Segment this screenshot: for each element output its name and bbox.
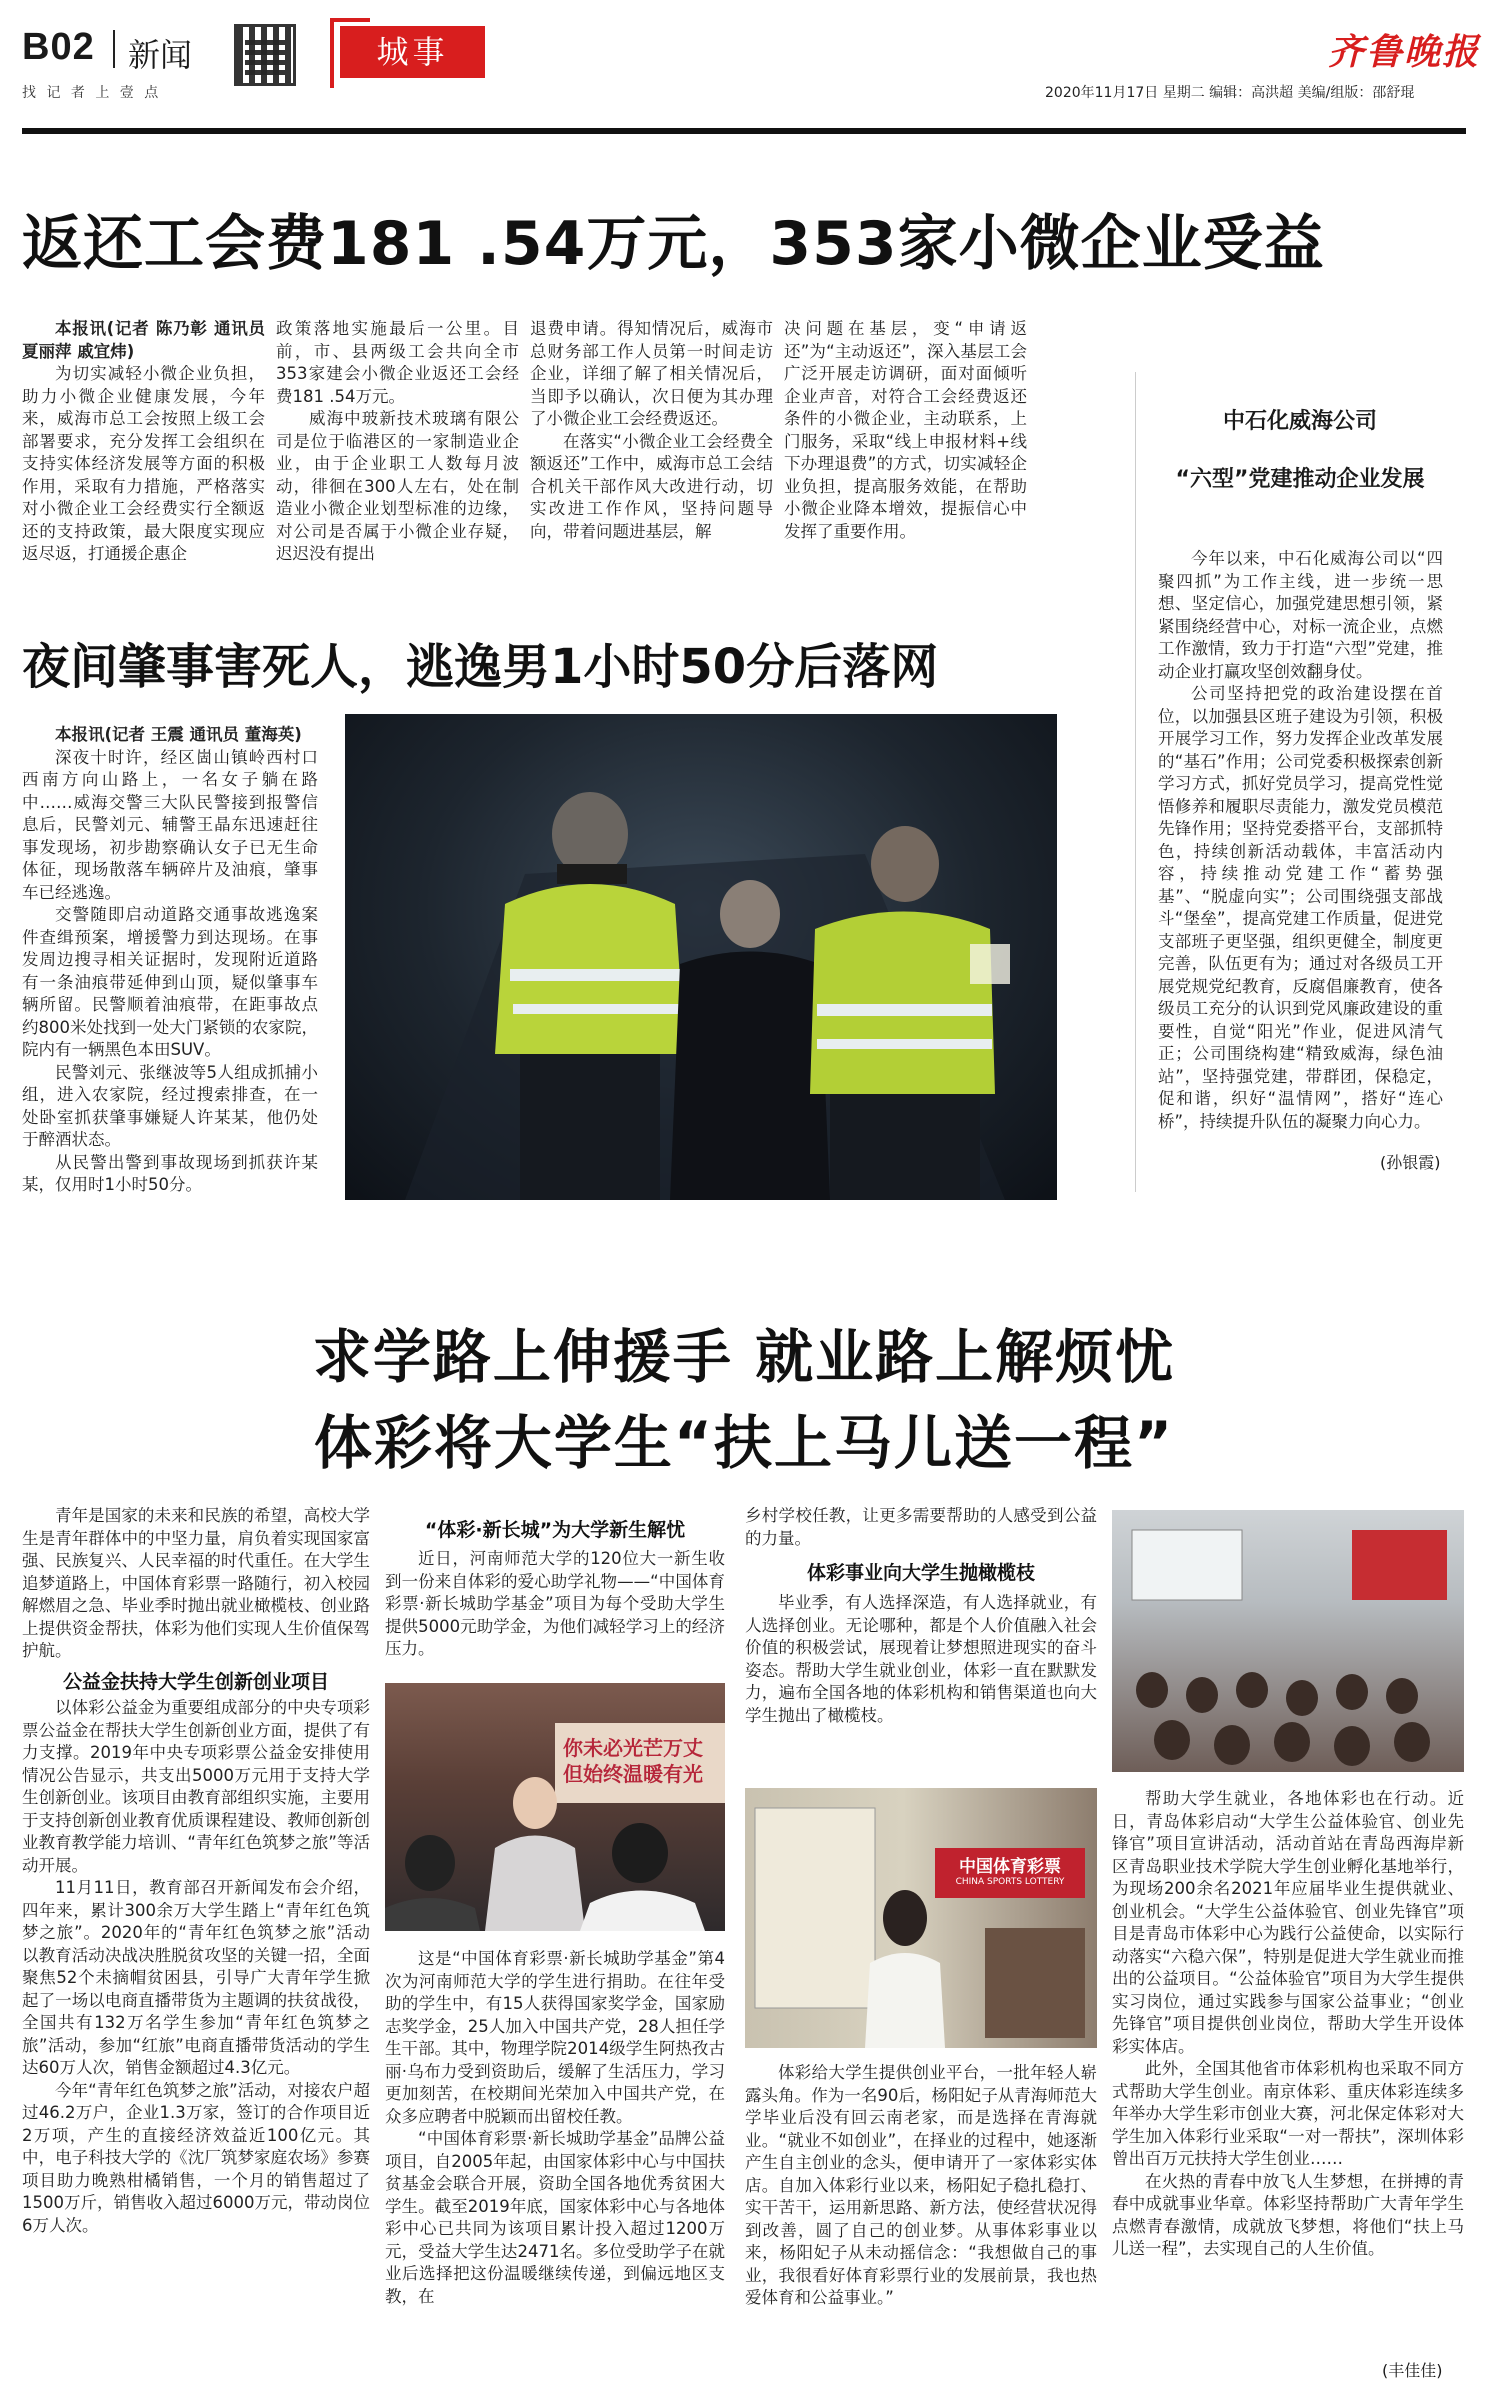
category-bracket (330, 18, 334, 88)
article3-text: 以体彩公益金为重要组成部分的中央专项彩票公益金在帮扶大学生创新创业方面，提供了有力支撑。2019年中央专项彩票公益金安排使用情况公告显示，共支出5000万元用于支持大学生创新创业。该项目由教育部组织实施，主要用于支持创新创业教育优质课程建设、教师创新创业教育教学能力培训、“青年红色筑梦之旅”等活动开展。 (22, 1698, 370, 1875)
article1-text: 威海中玻新技术玻璃有限公司是位于临港区的一家制造业企业，由于企业职工人数每月波动，徘徊在300人左右，处在制造业小微企业划型标准的边缘，对公司是否属于小微企业存疑，迟迟没有提出 (276, 409, 519, 563)
article3-text: 这是“中国体育彩票·新长城助学基金”第4次为河南师范大学的学生进行捐助。在往年受助的学生中，有15人获得国家奖学金，国家励志奖学金，25人加入中国共产党，28人担任学生干部。其中，物理学院2014级学生阿热孜古丽·乌布力受到资助后，缓解了生活压力，学习更加刻苦，在校期间光荣加入中国共产党，在众多应聘者中脱颖而出留校任教。 (385, 1949, 725, 2126)
article2-text: 民警刘元、张继波等5人组成抓捕小组，进入农家院，经过搜索排查，在一处卧室抓获肇事嫌疑人许某某，他仍处于醉酒状态。 (22, 1062, 318, 1149)
article1-text: 政策落地实施最后一公里。目前，市、县两级工会共向全市353家建会小微企业返还工会经费181 .54万元。 (276, 319, 519, 406)
article3-text: 今年“青年红色筑梦之旅”活动，对接农户超过46.2万户，企业1.3万家，签订的合作项目近2万项，产生的直接经济效益近100亿元。其中，电子科技大学的《沈厂筑梦家庭农场》参赛项目助力晚熟柑橘销售，一个月的销售超过了1500万斤，销售收入超过6000万元，带动岗位6万人次。 (22, 2080, 370, 2235)
article1-col2 (276, 318, 519, 588)
article3-text: 乡村学校任教，让更多需要帮助的人感受到公益的力量。 (745, 1506, 1097, 1548)
sidebar-paragraph: 公司坚持把党的政治建设摆在首位，以加强县区班子建设为引领，积极开展学习工作，努力发挥企业改革发展的“基石”作用；公司党委积极探索创新学习方式，抓好党员学习，提高党性觉悟修养和履职尽责能力，激发党员模范先锋作用；坚持党委搭平台，支部抓特色，持续创新活动载体，丰富活动内容，持续推动党建工作“蓄势强基”、“脱虚向实”；公司围绕强支部战斗“堡垒”，提高党建工作质量，促进党支部班子更坚强，组织更健全，制度更完善，队伍更有为；通过对各级员工开展党规党纪教育，反腐倡廉教育，使各级员工充分的认识到党风廉政建设的重要性，自觉“阳光”作业，促进风清气正；公司围绕构建“精致威海，绿色油站”，坚持强党建，带群团，保稳定，促和谐，织好“温情网”，搭好“连心桥”，持续提升队伍的凝聚力向心力。 (1158, 684, 1443, 1131)
article3-col2-bottom (385, 1948, 725, 2378)
donation-crowd-illustration (385, 1683, 725, 1931)
article2-text: 从民警出警到事故现场到抓获许某某，仅用时1小时50分。 (22, 1152, 318, 1194)
header-rule (22, 128, 1466, 134)
arrest-photo (345, 714, 1057, 1200)
photo-banner: 你未必光芒万丈 但始终温暖有光 (555, 1723, 725, 1803)
article3-author: (丰佳佳) (1382, 2361, 1443, 2380)
sidebar-text (1158, 548, 1443, 1138)
sidebar-paragraph: 今年以来，中石化威海公司以“四聚四抓”为工作主线，进一步统一思想、坚定信心，加强党建思想引领，紧紧围绕经营中心，对标一流企业，点燃工作激情，致力于打造“六型”党建，推动企业打赢攻坚创效翻身仗。 (1158, 549, 1443, 681)
article3-headline-1: 求学路上伸援手 就业路上解烦忧 (312, 1323, 1176, 1391)
article3-col3-top (745, 1505, 1097, 1553)
article2-text: 交警随即启动道路交通事故逃逸案件查缉预案，增援警力到达现场。在事发周边搜寻相关证据时，发现附近道路有一条油痕带延伸到山顶，疑似肇事车辆所留。民警顺着油痕带，在距事故点约800米处找到一处大门紧锁的农家院，院内有一辆黑色本田SUV。 (22, 905, 318, 1059)
page-number: B02 (22, 26, 95, 68)
article1-text: 退费申请。得知情况后，威海市总财务部工作人员第一时间走访企业，详细了解了相关情况后，当即予以确认，次日便为其办理了小微企业工会经费返还。 (530, 319, 773, 428)
newspaper-logo: 齐鲁晚报 (1328, 31, 1481, 73)
seminar-illustration (1112, 1510, 1464, 1772)
article3-text: 毕业季，有人选择深造，有人选择就业，有人选择创业。无论哪种，都是个人价值融入社会价值的积极尝试，展现着让梦想照进现实的奋斗姿态。帮助大学生就业创业，体彩一直在默默发力，遍布全国各地的体彩机构和销售渠道也向大学生抛出了橄榄枝。 (745, 1593, 1097, 1725)
lottery-shop-illustration (745, 1788, 1097, 2048)
lottery-sign-text: 中国体育彩票 (959, 1857, 1061, 1877)
article1-col1 (22, 318, 265, 588)
article3-headline-2: 体彩将大学生“扶上马儿送一程” (313, 1409, 1175, 1477)
article3-col2-top (385, 1548, 725, 1668)
article1-col3 (530, 318, 773, 588)
sidebar-subtitle: “六型”党建推动企业发展 (1175, 467, 1425, 492)
lottery-sign-text-en: CHINA SPORTS LOTTERY (955, 1877, 1065, 1887)
article2-text-column (22, 724, 318, 1244)
seminar-photo (1112, 1510, 1464, 1772)
category-tag: 城事 (340, 26, 485, 78)
article3-text: “中国体育彩票·新长城助学基金”品牌公益项目，自2005年起，由国家体彩中心与中国扶贫基金会联合开展，资助全国各地优秀贫困大学生。截至2019年底，国家体彩中心与各地体彩中心已共同为该项目累计投入超过1200万元，受益大学生达2471名。多位受助学子在就业后选择把这份温暖继续传递，到偏远地区支教，在 (385, 2129, 725, 2306)
article3-text: 此外，全国其他省市体彩机构也采取不同方式帮助大学生创业。南京体彩、重庆体彩连续多年举办大学生彩市创业大赛，河北保定体彩对大学生加入体彩行业采取“一对一帮扶”，深圳体彩曾出百万元扶持大学生创业…… (1112, 2059, 1464, 2168)
qr-code-icon (234, 24, 296, 86)
sidebar-title: 中石化威海公司 (1222, 409, 1377, 434)
date-editor-line: 2020年11月17日 星期二 编辑：高洪超 美编/组版：邵舒琨 (1045, 85, 1415, 101)
arrest-photo-illustration (345, 714, 1057, 1200)
article1-text: 为切实减轻小微企业负担，助力小微企业健康发展，今年来，威海市总工会按照上级工会部署要求，充分发挥工会组织在支持实体经济发展等方面的积极作用，采取有力措施，严格落实对小微企业工会经费实行全额返还的支持政策，最大限度实现应返尽返，打通援企惠企 (22, 364, 265, 563)
article1-byline: 本报讯(记者 陈乃彰 通讯员 夏丽萍 戚宜炜) (22, 319, 265, 361)
sidebar-author: (孙银霞) (1380, 1153, 1441, 1172)
article1-col4 (784, 318, 1027, 588)
article3-text: 11月11日，教育部召开新闻发布会介绍，四年来，累计300余万大学生踏上“青年红色筑梦之旅”。2020年的“青年红色筑梦之旅”活动以教育活动决战决胜脱贫攻坚的关键一招，全面聚焦52个未摘帽贫困县，引导广大青年学生掀起了一场以电商直播带货为主题调的扶贫战役，全国共有132万名学生参加“青年红色筑梦之旅”活动，参加“红旅”电商直播带货活动的学生达60万人次，销售金额超过4.3亿元。 (22, 1878, 370, 2077)
article1-text: 在落实“小微企业工会经费全额返还”工作中，威海市总工会结合机关干部作风大改进行动，切实改进工作作风，坚持问题导向，带着问题进基层，解 (530, 431, 773, 541)
article3-col1 (22, 1505, 370, 2375)
article3-col4 (1112, 1788, 1464, 2358)
article1-text: 决问题在基层，变“申请返还”为“主动返还”，深入基层工会广泛开展走访调研，面对面倾听企业声音，对符合工会经费返还条件的小微企业，主动联系，上门服务，采取“线上申报材料+线下办理退费”的方式，切实减轻企业负担，提高服务效能，在帮助小微企业降本增效，提振信心中发挥了重要作用。 (784, 319, 1027, 541)
article1-headline: 返还工会费181 .54万元，353家小微企业受益 (22, 209, 1325, 279)
article3-subhead-1: 公益金扶持大学生创新创业项目 (62, 1670, 329, 1693)
article3-col3-bottom (745, 2062, 1097, 2377)
slogan: 找 记 者 上 壹 点 (22, 85, 162, 101)
donation-photo (385, 1683, 725, 1931)
category-bracket-top (330, 18, 370, 22)
article2-headline: 夜间肇事害死人，逃逸男1小时50分后落网 (22, 639, 939, 695)
header-divider (113, 30, 115, 68)
article3-subhead-3: 体彩事业向大学生抛橄榄枝 (806, 1562, 1035, 1584)
lottery-shop-photo (745, 1788, 1097, 2048)
article3-text: 青年是国家的未来和民族的希望，高校大学生是青年群体中的中坚力量，肩负着实现国家富强、民族复兴、人民幸福的时代重任。在大学生追梦道路上，中国体育彩票一路随行，初入校园解燃眉之急、毕业季时抛出就业橄榄枝、创业路上提供资金帮扶，体彩为他们实现人生价值保驾护航。 (22, 1506, 370, 1660)
article3-text: 帮助大学生就业，各地体彩也在行动。近日，青岛体彩启动“大学生公益体验官、创业先锋官”项目宣讲活动，活动首站在青岛西海岸新区青岛职业技术学院大学生创业孵化基地举行，为现场200余名2021年应届毕业生提供就业、创业机会。“大学生公益体验官、创业先锋官”项目是青岛市体彩中心为践行公益使命，以实际行动落实“六稳六保”，特别是促进大学生就业而推出的公益项目。“公益体验官”项目为大学生提供实习岗位，通过实践参与国家公益事业；“创业先锋官”项目提供创业岗位，帮助大学生开设体彩实体店。 (1112, 1789, 1464, 2056)
article2-text: 深夜十时许，经区崮山镇岭西村口西南方向山路上，一名女子躺在路中……威海交警三大队民警接到报警信息后，民警刘元、辅警王晶东迅速赶往事发现场，初步勘察确认女子已无生命体征，现场散落车辆碎片及油痕，肇事车已经逃逸。 (22, 747, 318, 902)
article3-subhead-2: “体彩·新长城”为大学新生解忧 (424, 1519, 686, 1541)
section-name: 新闻 (128, 36, 193, 74)
article3-text: 近日，河南师范大学的120位大一新生收到一份来自体彩的爱心助学礼物——“中国体育彩票·新长城助学基金”项目为每个受助大学生提供5000元助学金，为他们减轻学习上的经济压力。 (385, 1549, 725, 1658)
article3-text: 在火热的青春中放飞人生梦想，在拼搏的青春中成就事业华章。体彩坚持帮助广大青年学生点燃青春激情，成就放飞梦想，将他们“扶上马儿送一程”，去实现自己的人生价值。 (1112, 2171, 1464, 2258)
article3-col3-mid (745, 1592, 1097, 1772)
article2-byline: 本报讯(记者 王震 通讯员 董海英) (55, 725, 302, 744)
article3-text: 体彩给大学生提供创业平台，一批年轻人崭露头角。作为一名90后，杨阳妃子从青海师范大学毕业后没有回云南老家，而是选择在青海就业。“就业不如创业”，在择业的过程中，她逐渐产生自主创业的念头，便申请开了一家体彩实体店。自加入体彩行业以来，杨阳妃子稳扎稳打、实干苦干，运用新思路、新方法，使经营状况得到改善，圆了自己的创业梦。从事体彩事业以来，杨阳妃子从未动摇信念：“我想做自己的事业，我很看好体育彩票行业的发展前景，我也热爱体育和公益事业。” (745, 2063, 1097, 2307)
